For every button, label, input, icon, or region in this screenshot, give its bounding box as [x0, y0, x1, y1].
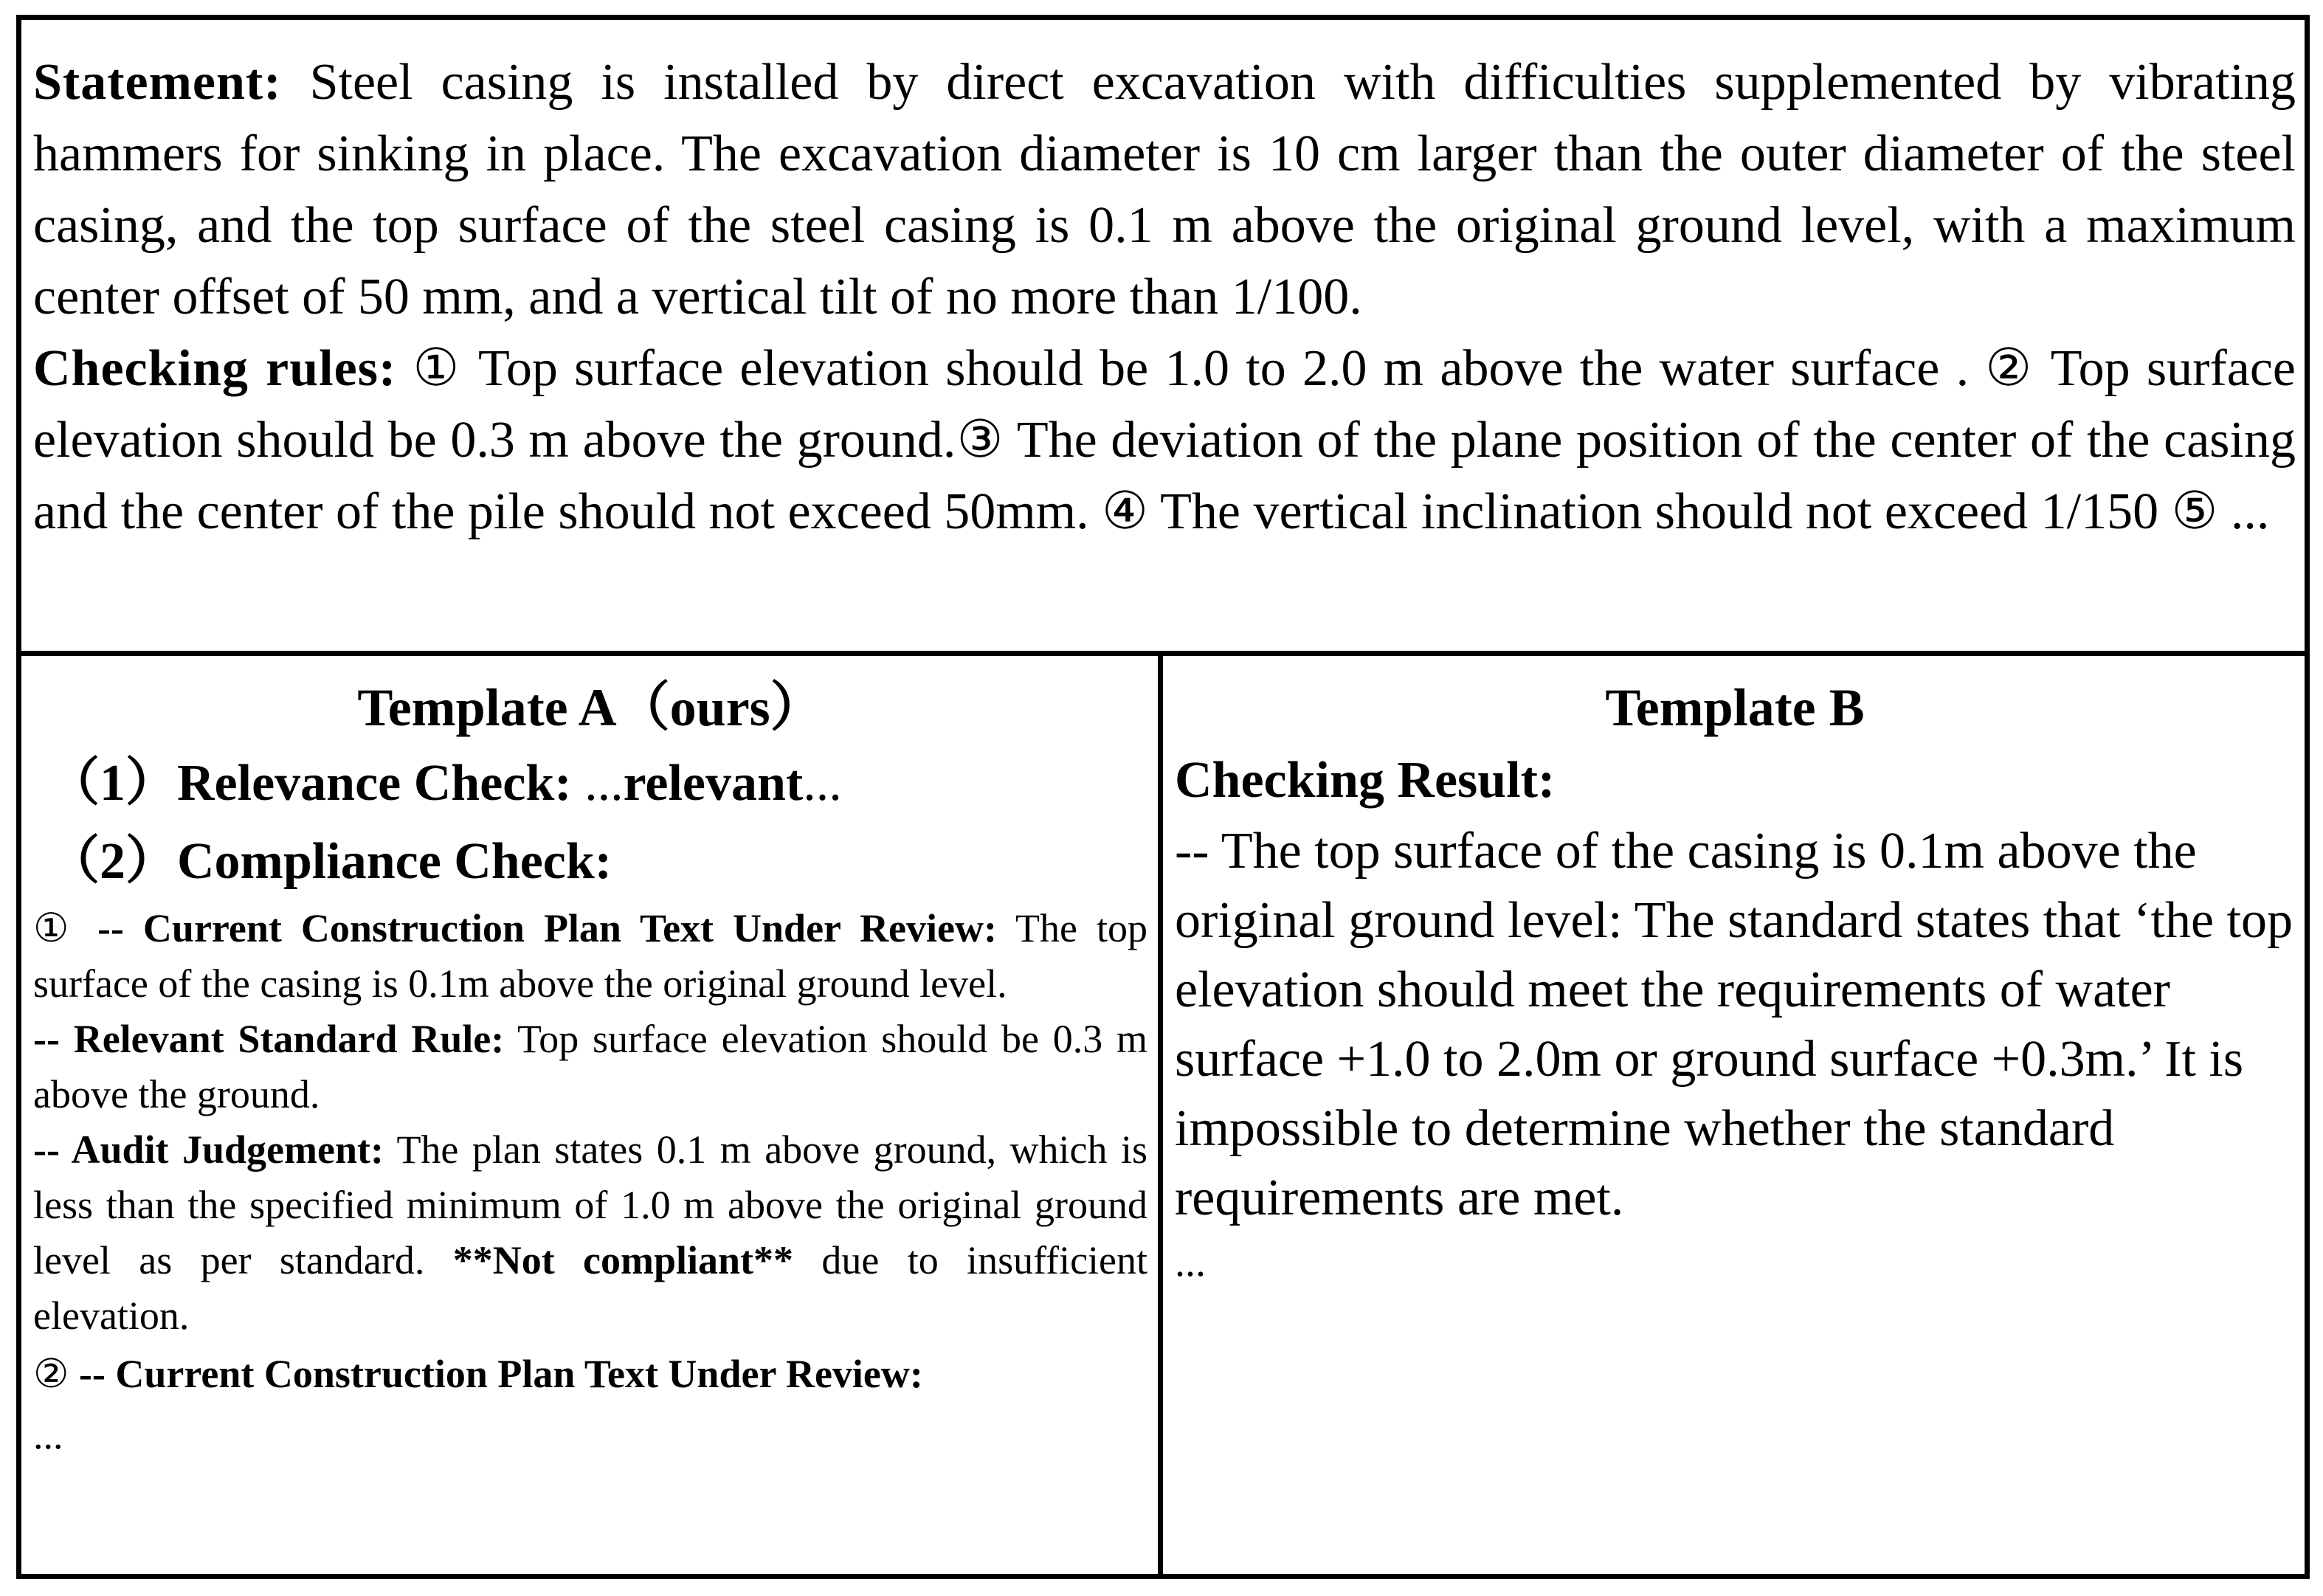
item1-judge-tail: due to insufficient elevation. — [33, 1238, 1148, 1338]
statement-label: Statement: — [33, 54, 282, 111]
item1-marker: ① — [33, 906, 78, 950]
template-b-column — [1163, 656, 2310, 1579]
item2-review-label: -- Current Construction Plan Text Under Review: — [69, 1352, 923, 1396]
item1-review-text: The top surface of the casing is 0.1m above the original ground level. — [33, 906, 1147, 1006]
item2-marker: ② — [33, 1352, 69, 1396]
relevance-post: ... — [803, 755, 842, 812]
item1-judge-label: -- Audit Judgement: — [33, 1127, 384, 1172]
relevance-check-label: （1）Relevance Check: — [48, 755, 572, 812]
not-compliant-verdict: **Not compliant** — [452, 1238, 794, 1282]
item1-rule-text: Top surface elevation should be 0.3 m above the ground. — [33, 1017, 1147, 1116]
compliance-check-label: （2）Compliance Check: — [48, 833, 612, 890]
checking-result-text: -- The top surface of the casing is 0.1m above the original ground level: The standard states that ‘the top elevation should meet the requirements of water surface +1.0 to 2.0m or ground surface +0.3m.’ It is impossible to determine whether the standard requirements are met. — [1175, 823, 2293, 1226]
item1-review-label: -- Current Construction Plan Text Under Review: — [97, 906, 997, 950]
relevance-value: relevant — [623, 755, 804, 812]
statement-text: Steel casing is installed by direct excavation with difficulties supplemented by vibrating hammers for sinking in place. The excavation diameter is 10 cm larger than the outer diameter of the steel casing, and the top surface of the steel casing is 0.1 m above the original ground level, with a maximum center offset of 50 mm, and a vertical tilt of no more than 1/100. — [33, 54, 2296, 325]
template-b-title: Template B — [1605, 678, 1865, 737]
checking-result-label: Checking Result: — [1175, 752, 1556, 809]
template-a-column — [21, 656, 1158, 1579]
relevance-check — [33, 745, 1147, 823]
template-b-ellipsis: ... — [1175, 1240, 1206, 1285]
item1-judge-text: The plan states 0.1 m above ground, which is less than the specified minimum of 1.0 m above the original ground level as per standard. — [33, 1127, 1147, 1282]
relevance-pre: ... — [571, 755, 624, 812]
checking-rules-label: Checking rules: — [33, 340, 397, 397]
template-a-title: Template A（ours） — [357, 678, 824, 737]
item1-rule-label: -- Relevant Standard Rule: — [33, 1017, 505, 1061]
column-divider — [1158, 656, 1163, 1579]
comparison-table — [16, 15, 2310, 1579]
item1-rule — [33, 1012, 1147, 1122]
item1-judgement — [33, 1122, 1147, 1344]
statement-section — [21, 20, 2305, 656]
template-a-ellipsis: ... — [33, 1413, 63, 1457]
checking-rules-text: ① Top surface elevation should be 1.0 to 2.0 m above the water surface . ② Top surface elevation should be 0.3 m above the ground.③ The deviation of the plane position of the center of the casing and the center of the pile should not exceed 50mm. ④ The vertical inclination should not exceed 1/150 ⑤ ... — [33, 340, 2296, 540]
item1-review — [33, 901, 1147, 1012]
statement-paragraph — [33, 46, 2296, 333]
checking-rules-paragraph — [33, 333, 2296, 547]
item2-review — [33, 1347, 1147, 1402]
